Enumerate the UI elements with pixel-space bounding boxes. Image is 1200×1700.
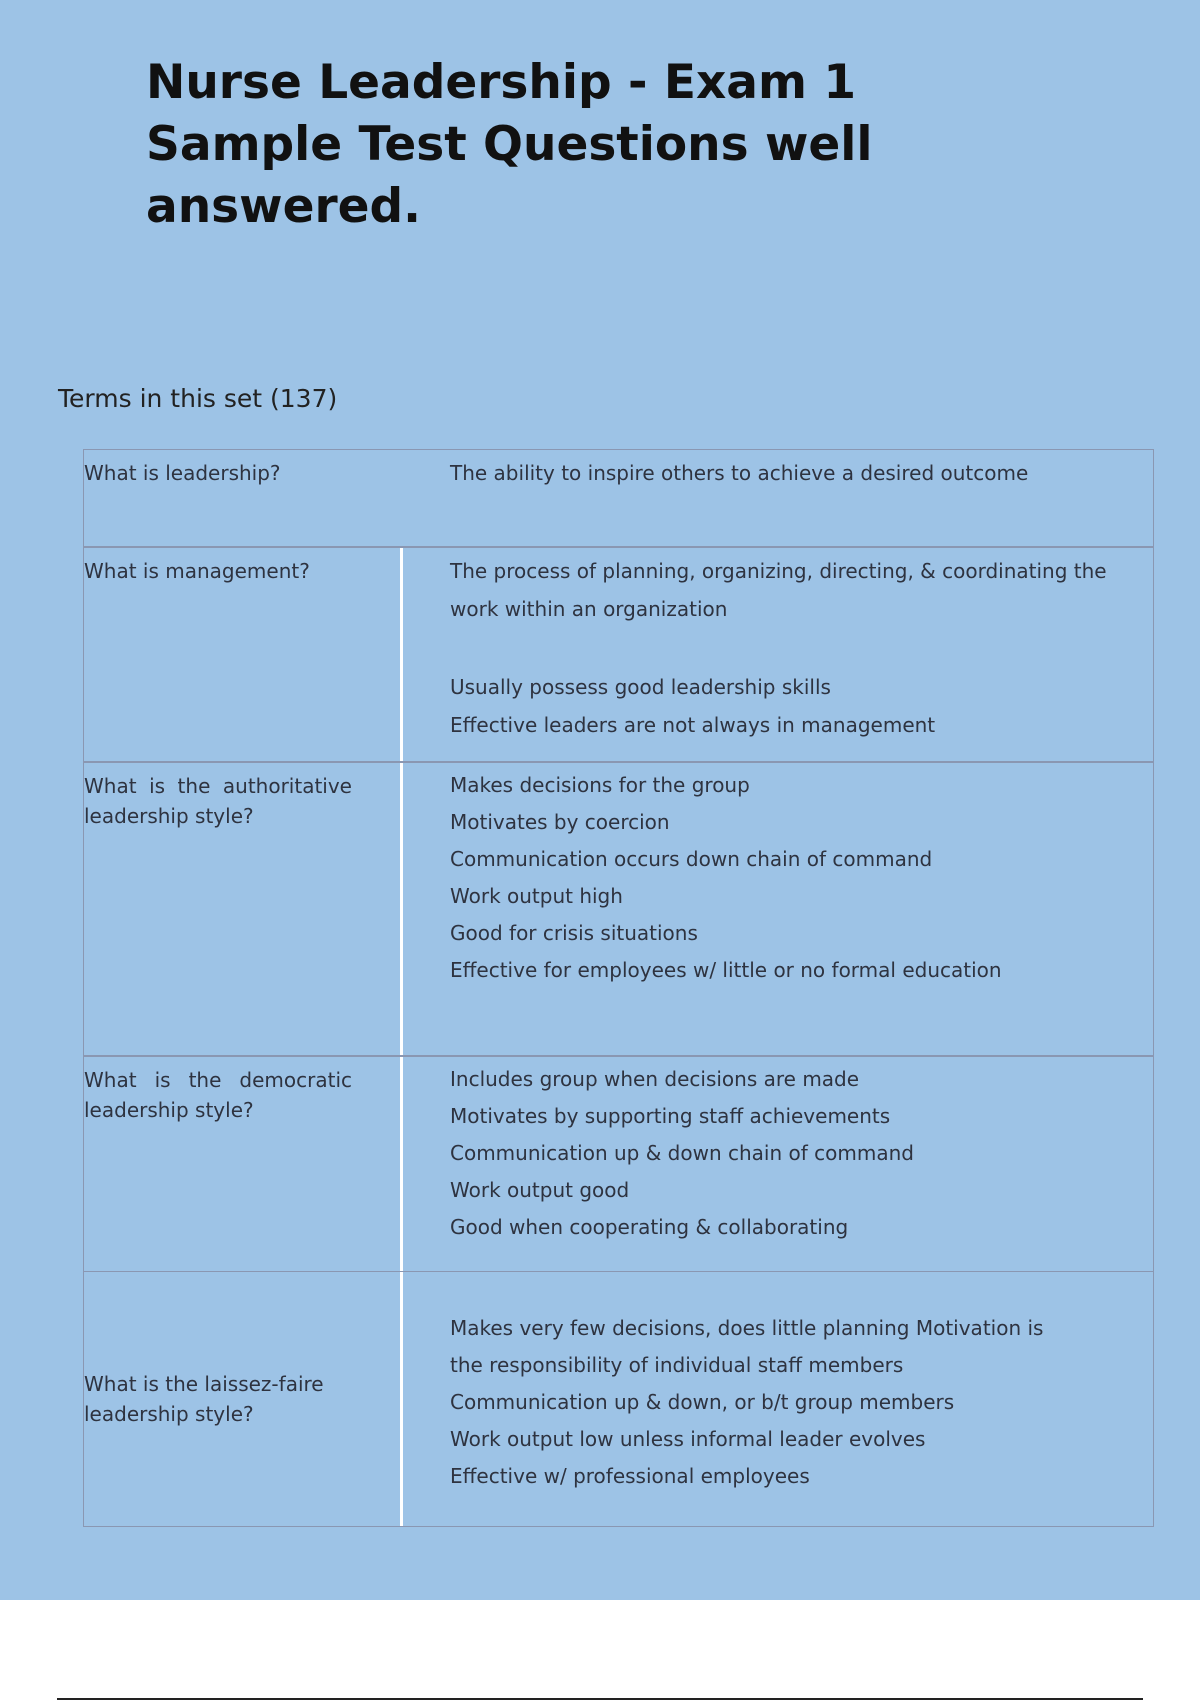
definition-line: Work output high bbox=[450, 884, 623, 908]
definition-line: Motivates by coercion bbox=[450, 810, 670, 834]
definition-cell bbox=[403, 1057, 1153, 1271]
title-line-3: answered. bbox=[146, 179, 422, 234]
definition-line: the responsibility of individual staff members bbox=[450, 1353, 904, 1377]
definition-line: Includes group when decisions are made bbox=[450, 1067, 860, 1091]
definition-line: Makes decisions for the group bbox=[450, 773, 750, 797]
term-text: What is the authoritative leadership style? bbox=[84, 774, 352, 828]
term-cell bbox=[84, 1057, 403, 1271]
term-row-laissez-faire bbox=[84, 1271, 1153, 1526]
definition-cell bbox=[403, 548, 1153, 761]
title-line-2: Sample Test Questions well bbox=[146, 117, 873, 172]
definition-line: Good for crisis situations bbox=[450, 921, 698, 945]
title-line-1: Nurse Leadership - Exam 1 bbox=[146, 55, 857, 110]
definition-line: Makes very few decisions, does little planning Motivation is bbox=[450, 1316, 1044, 1340]
definition-line: Motivates by supporting staff achievements bbox=[450, 1104, 891, 1128]
definition-line: Effective for employees w/ little or no formal education bbox=[450, 958, 1002, 982]
term-cell bbox=[84, 763, 403, 1055]
definition-cell bbox=[403, 763, 1153, 1055]
term-row-management bbox=[84, 546, 1153, 761]
definition-line: Communication up & down chain of command bbox=[450, 1141, 914, 1165]
terms-table bbox=[83, 449, 1154, 1527]
term-row-democratic bbox=[84, 1055, 1153, 1271]
term-text: What is the laissez-faire leadership style? bbox=[84, 1372, 324, 1426]
definition-line: The process of planning, organizing, directing, & coordinating the bbox=[450, 559, 1107, 583]
definition-line: Usually possess good leadership skills bbox=[450, 675, 831, 699]
definition-line: Communication up & down, or b/t group members bbox=[450, 1390, 955, 1414]
term-text: What is the democratic leadership style? bbox=[84, 1068, 352, 1122]
terms-count: Terms in this set (137) bbox=[58, 384, 338, 413]
term-row-authoritative bbox=[84, 761, 1153, 1055]
definition-line: Work output low unless informal leader evolves bbox=[450, 1427, 926, 1451]
term-cell bbox=[84, 1272, 403, 1526]
term-text: What is leadership? bbox=[84, 461, 281, 485]
document-title bbox=[146, 52, 1046, 238]
term-row-leadership bbox=[84, 450, 1153, 546]
definition-cell bbox=[403, 1272, 1153, 1526]
term-cell bbox=[84, 450, 403, 546]
definition-cell bbox=[403, 450, 1153, 546]
definition-line: Effective w/ professional employees bbox=[450, 1464, 810, 1488]
definition-line: Communication occurs down chain of command bbox=[450, 847, 933, 871]
term-text: What is management? bbox=[84, 559, 310, 583]
term-cell bbox=[84, 548, 403, 761]
definition-line: Work output good bbox=[450, 1178, 630, 1202]
definition-line: work within an organization bbox=[450, 597, 728, 621]
definition-line: Effective leaders are not always in management bbox=[450, 713, 936, 737]
definition-line: Good when cooperating & collaborating bbox=[450, 1215, 849, 1239]
definition-line: The ability to inspire others to achieve a desired outcome bbox=[450, 461, 1029, 485]
definition-spacer bbox=[450, 628, 1153, 668]
